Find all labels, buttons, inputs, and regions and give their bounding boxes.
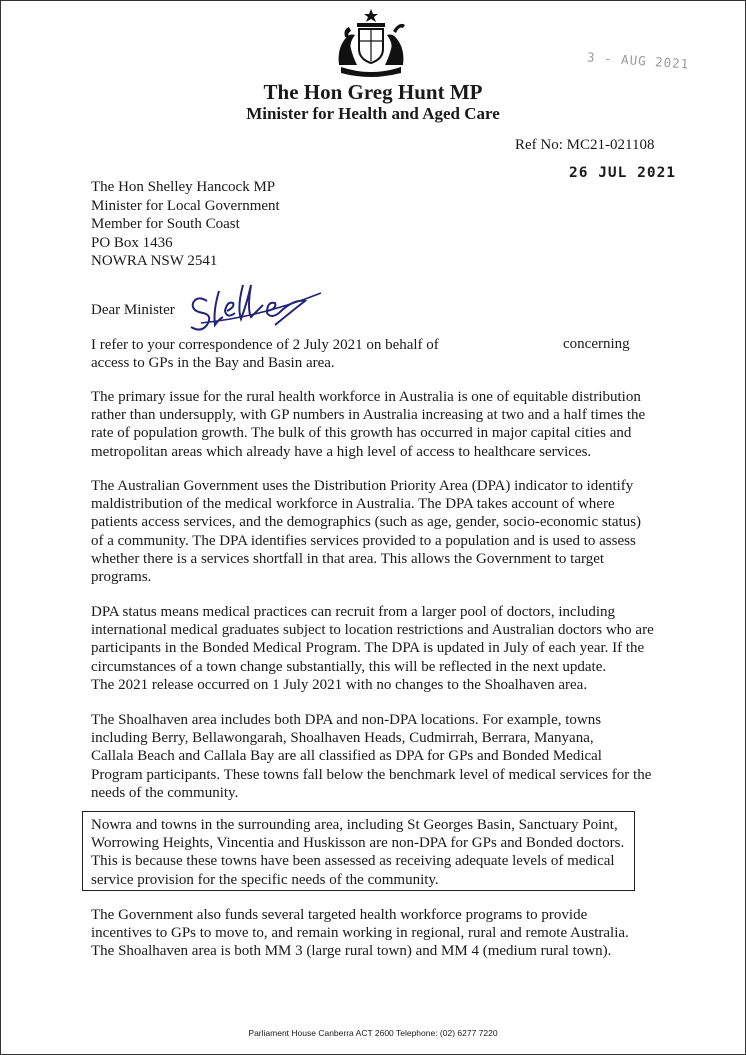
address-line: NOWRA NSW 2541 [91, 253, 218, 269]
paragraph-line: maldistribution of the medical workforce in Australia. The DPA takes account of where [91, 496, 615, 513]
paragraph-line: The Shoalhaven area is both MM 3 (large rural town) and MM 4 (medium rural town). [91, 943, 612, 960]
salutation: Dear Minister [91, 302, 175, 318]
paragraph-non-dpa-towns [91, 816, 651, 889]
minister-name: The Hon Greg Hunt MP [263, 80, 483, 104]
address-line: Minister for Local Government [91, 197, 280, 214]
minister-portfolio: Minister for Health and Aged Care [246, 104, 500, 123]
paragraph-line: programs. [91, 569, 152, 586]
paragraph-line: patients access services, and the demographics (such as age, gender, socio-economic status) [91, 514, 642, 531]
paragraph-line: including Berry, Bellawongarah, Shoalhaven Heads, Cudmirrah, Berrara, Manyana, [91, 730, 594, 747]
paragraph-line: international medical graduates subject to location restrictions and Australian doctors who are [91, 622, 654, 639]
letter-date-stamp: 26 JUL 2021 [569, 165, 677, 181]
paragraph-line: service provision for the specific needs of the community. [91, 871, 439, 888]
intro-paragraph [91, 336, 451, 372]
received-date-stamp: 3 - AUG 2021 [586, 49, 690, 72]
paragraph-line: incentives to GPs to move to, and remain working in regional, rural and remote Australia. [91, 925, 629, 942]
paragraph-line: The Government also funds several targeted health workforce programs to provide [91, 907, 588, 923]
reference-number: Ref No: MC21-021108 [515, 137, 655, 153]
address-line: The Hon Shelley Hancock MP [91, 179, 276, 195]
paragraph-line: The 2021 release occurred on 1 July 2021 with no changes to the Shoalhaven area. [91, 676, 588, 693]
paragraph-line: Worrowing Heights, Vincentia and Huskisson are non-DPA for GPs and Bonded doctors. [91, 835, 625, 852]
paragraph-shoalhaven-locations [91, 711, 671, 802]
intro-tail-text: concerning [563, 336, 630, 352]
paragraph-line: The Shoalhaven area includes both DPA and non-DPA locations. For example, towns [91, 712, 602, 728]
paragraph-line: Nowra and towns in the surrounding area, including St Georges Basin, Sanctuary Point, [91, 817, 618, 833]
paragraph-line: I refer to your correspondence of 2 July 2021 on behalf of [91, 337, 439, 353]
paragraph-line: of a community. The DPA identifies services provided to a population and is used to assess [91, 532, 636, 549]
paragraph-line: Callala Beach and Callala Bay are all classified as DPA for GPs and Bonded Medical [91, 748, 602, 765]
paragraph-line: DPA status means medical practices can recruit from a larger pool of doctors, including [91, 604, 616, 620]
recipient-address [91, 178, 280, 271]
paragraph-line: circumstances of a town change substantially, this will be reflected in the next update. [91, 658, 607, 675]
paragraph-line: The Australian Government uses the Distribution Priority Area (DPA) indicator to identify [91, 478, 634, 494]
paragraph-line: This is because these towns have been assessed as receiving adequate levels of medical [91, 853, 615, 870]
paragraph-line: rate of population growth. The bulk of this growth has occurred in major capital cities and [91, 425, 632, 442]
paragraph-line: whether there is a services shortfall in that area. This allows the Government to target [91, 550, 605, 567]
paragraph-line: The primary issue for the rural health workforce in Australia is one of equitable distribution [91, 389, 641, 405]
paragraph-line: Program participants. These towns fall below the benchmark level of medical services for the [91, 766, 652, 783]
paragraph-line: participants in the Bonded Medical Program. The DPA is updated in July of each year. If the [91, 640, 645, 657]
paragraph-workforce-distribution [91, 388, 671, 461]
handwritten-signature [171, 271, 331, 341]
paragraph-line: access to GPs in the Bay and Basin area. [91, 355, 335, 371]
paragraph-dpa-status [91, 603, 671, 694]
coat-of-arms-icon [327, 7, 415, 81]
address-line: PO Box 1436 [91, 234, 173, 251]
paragraph-line: metropolitan areas which already have a high level of access to healthcare services. [91, 443, 592, 460]
paragraph-dpa-indicator [91, 477, 671, 586]
paragraph-line: needs of the community. [91, 784, 239, 801]
paragraph-workforce-programs [91, 906, 671, 961]
letter-footer: Parliament House Canberra ACT 2600 Telephone: (02) 6277 7220 [248, 1028, 498, 1038]
address-line: Member for South Coast [91, 216, 240, 232]
paragraph-line: rather than undersupply, with GP numbers in Australia increasing at two and a half times the [91, 407, 646, 424]
